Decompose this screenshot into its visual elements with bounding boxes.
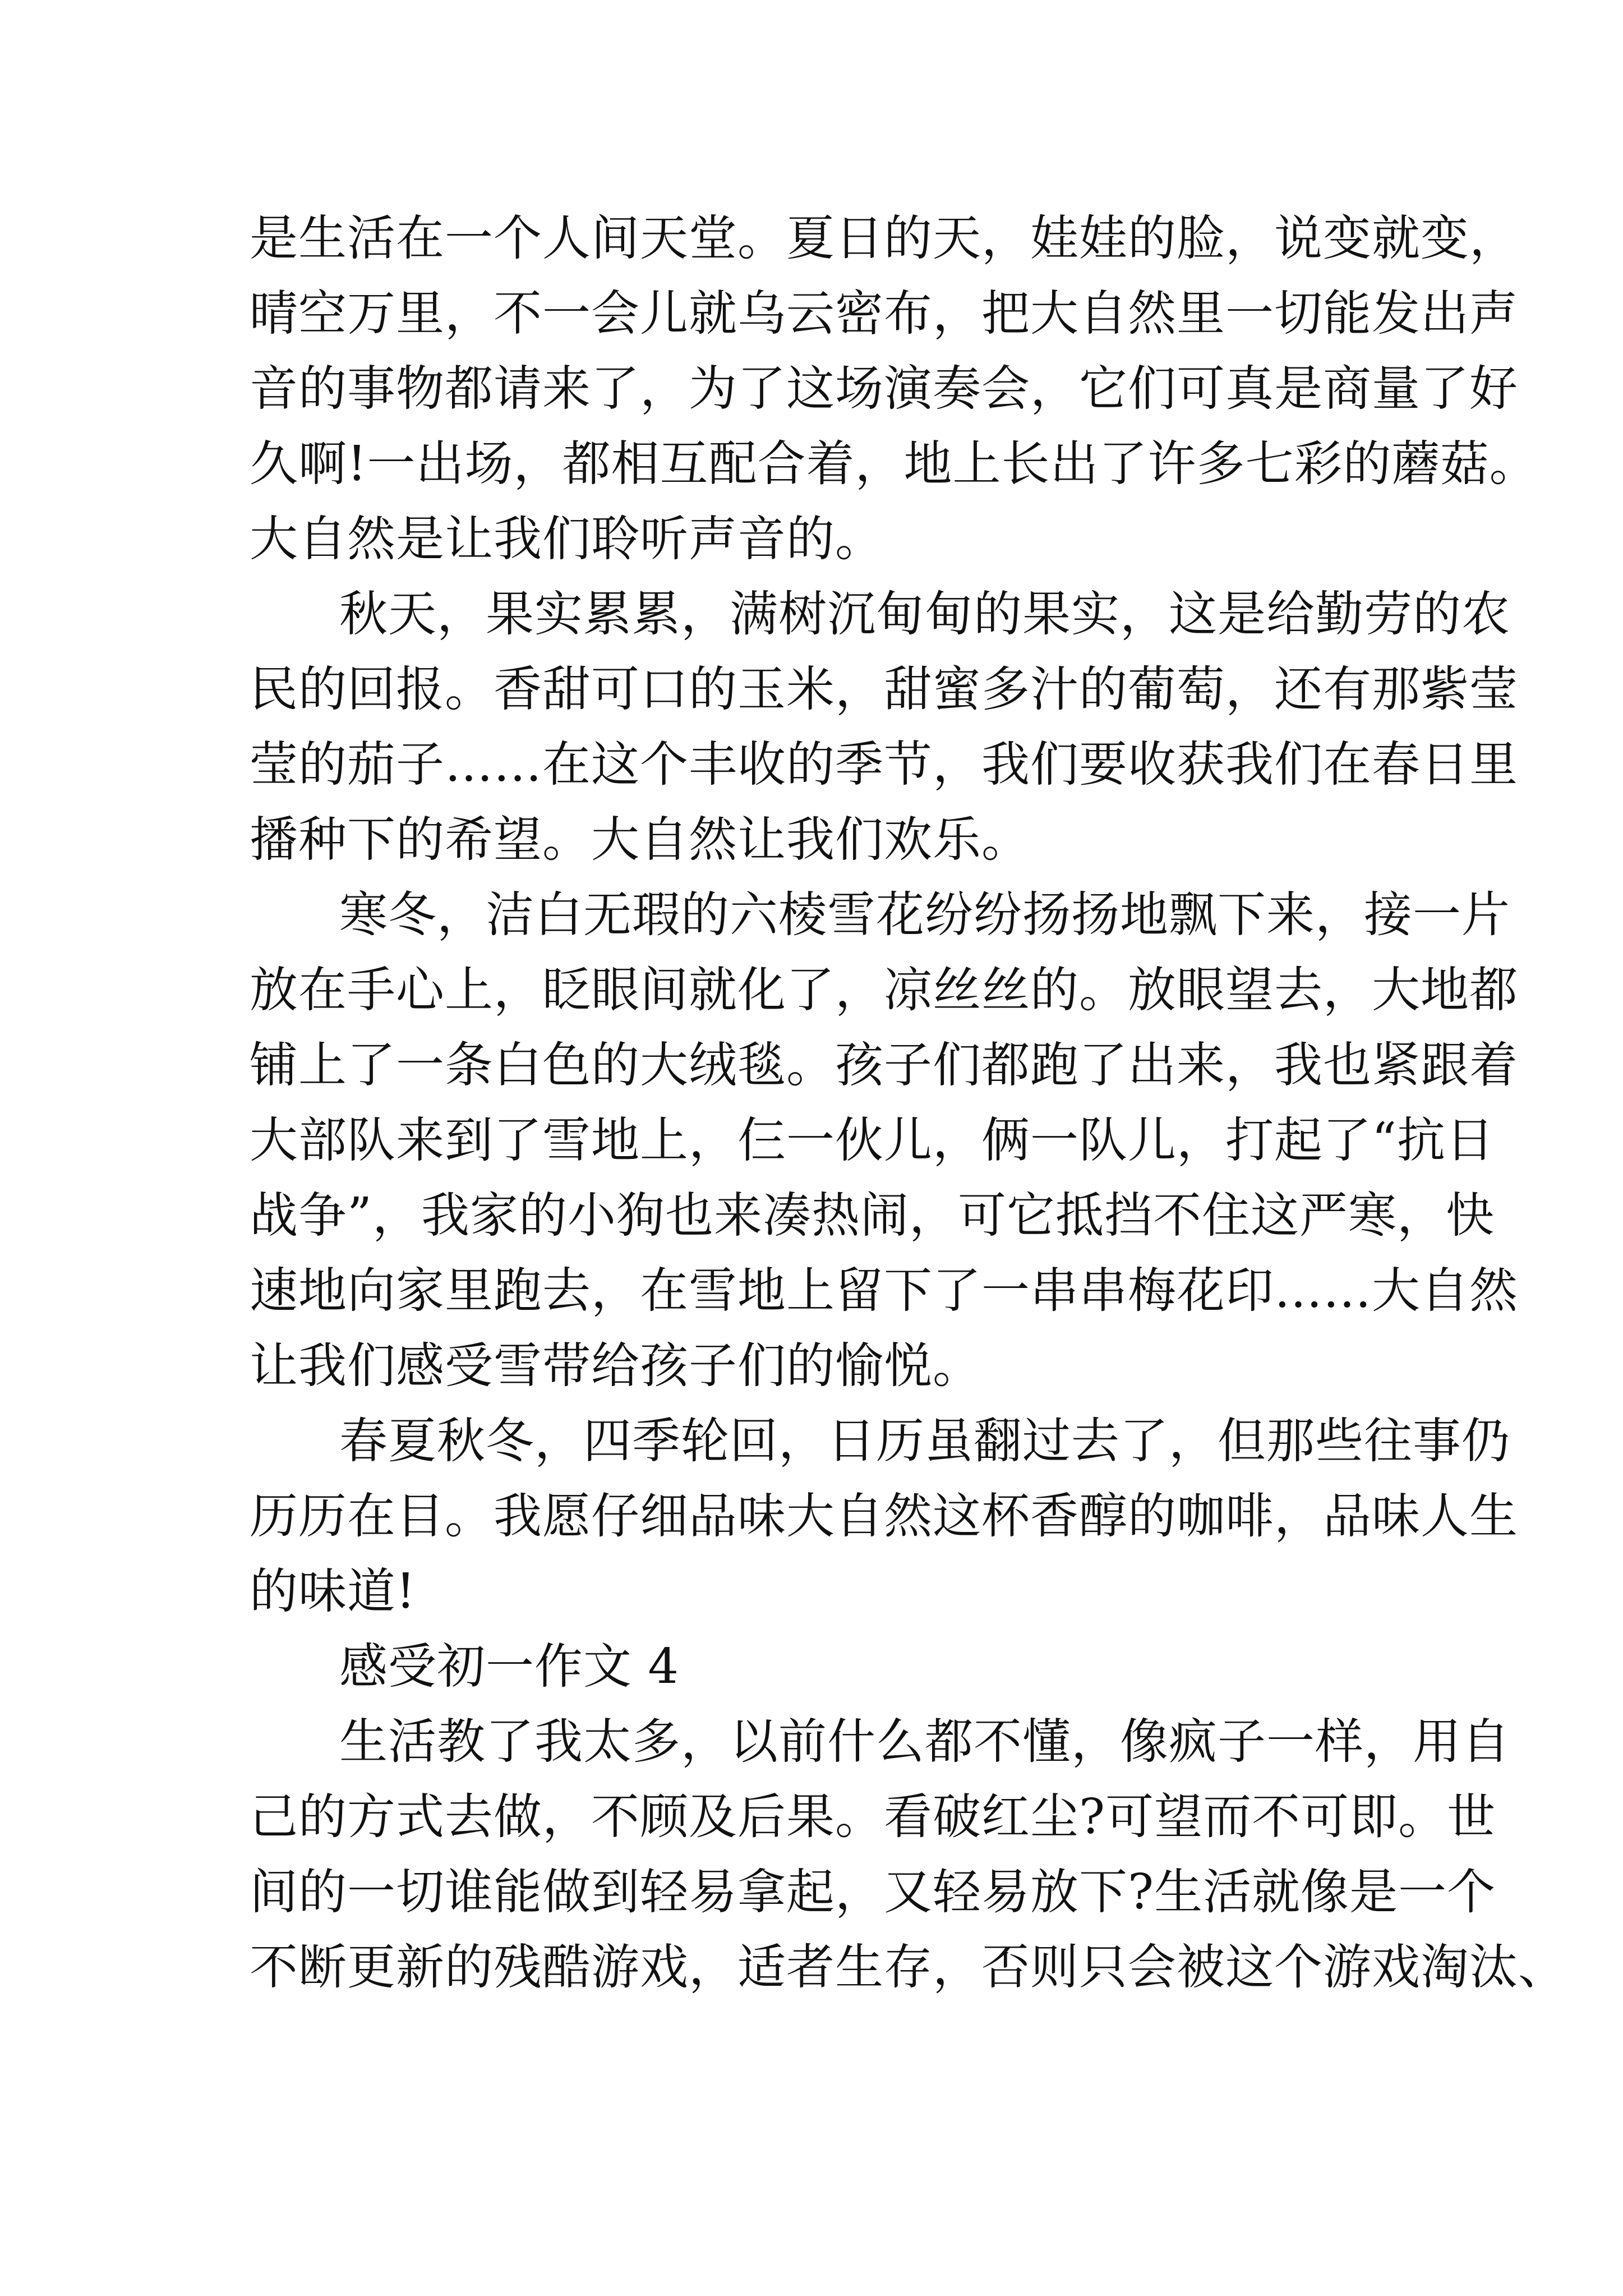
text-line: 速地向家里跑去，在雪地上留下了一串串梅花印……大自然 — [250, 1263, 1518, 1319]
text-line: 历历在目。我愿仔细品味大自然这杯香醇的咖啡，品味人生 — [250, 1488, 1518, 1544]
text-line: 大自然是让我们聆听声音的。 — [250, 511, 884, 567]
section-heading: 感受初一作文 4 — [339, 1639, 680, 1695]
text-line: 是生活在一个人间天堂。夏日的天，娃娃的脸，说变就变， — [250, 210, 1518, 266]
text-line: 铺上了一条白色的大绒毯。孩子们都跑了出来，我也紧跟着 — [250, 1037, 1518, 1093]
text-line: 久啊!一出场，都相互配合着，地上长出了许多七彩的蘑菇。 — [250, 436, 1538, 492]
text-line: 大部队来到了雪地上，仨一伙儿，俩一队儿，打起了“抗日 — [250, 1112, 1495, 1168]
paragraph-first-line: 寒冬，洁白无瑕的六棱雪花纷纷扬扬地飘下来，接一片 — [339, 887, 1510, 943]
text-line: 战争”，我家的小狗也来凑热闹，可它抵挡不住这严寒，快 — [250, 1188, 1495, 1244]
text-line: 晴空万里，不一会儿就乌云密布，把大自然里一切能发出声 — [250, 286, 1518, 342]
text-line: 莹的茄子……在这个丰收的季节，我们要收获我们在春日里 — [250, 737, 1518, 793]
paragraph-first-line: 春夏秋冬，四季轮回，日历虽翻过去了，但那些往事仍 — [339, 1413, 1510, 1469]
document-body — [250, 201, 1567, 2005]
text-line: 让我们感受雪带给孩子们的愉悦。 — [250, 1338, 981, 1394]
paragraph-first-line: 秋天，果实累累，满树沉甸甸的果实，这是给勤劳的农 — [339, 586, 1510, 642]
paragraph-first-line: 生活教了我太多，以前什么都不懂，像疯子一样，用自 — [339, 1714, 1510, 1770]
text-line: 播种下的希望。大自然让我们欢乐。 — [250, 812, 1030, 868]
text-line: 己的方式去做，不顾及后果。看破红尘?可望而不可即。世 — [250, 1789, 1496, 1845]
text-line: 间的一切谁能做到轻易拿起，又轻易放下?生活就像是一个 — [250, 1864, 1496, 1920]
text-line: 的味道! — [250, 1563, 416, 1619]
text-line: 音的事物都请来了，为了这场演奏会，它们可真是商量了好 — [250, 361, 1518, 417]
text-line: 民的回报。香甜可口的玉米，甜蜜多汁的葡萄，还有那紫莹 — [250, 661, 1518, 717]
text-line: 放在手心上，眨眼间就化了，凉丝丝的。放眼望去，大地都 — [250, 962, 1518, 1018]
text-line: 不断更新的残酷游戏，适者生存，否则只会被这个游戏淘汰、 — [250, 1939, 1567, 1995]
